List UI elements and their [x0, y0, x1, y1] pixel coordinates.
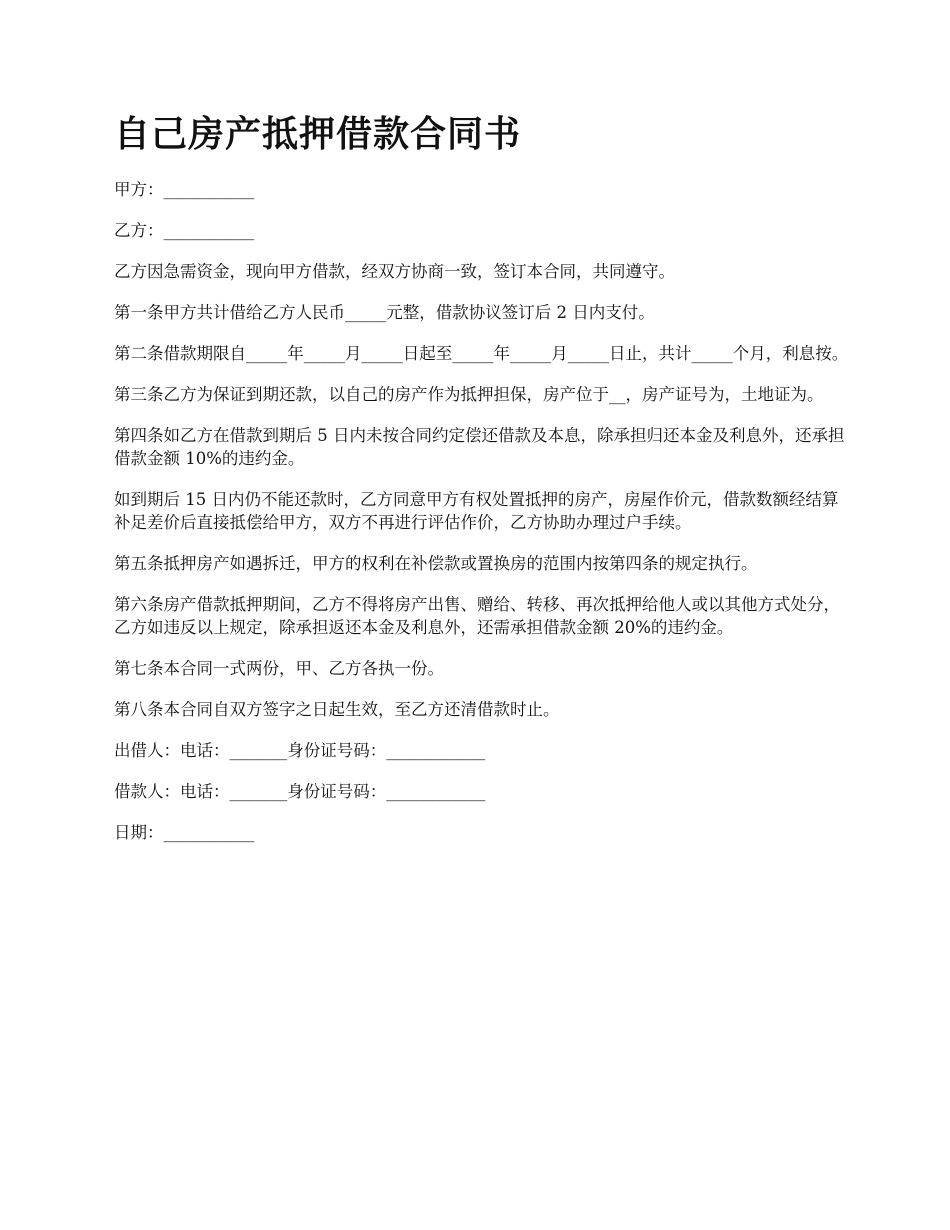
party-b-line: 乙方：___________ — [114, 221, 255, 240]
date-line: 日期：___________ — [114, 823, 255, 842]
article-8-paragraph: 第八条本合同自双方签字之日起生效，至乙方还清借款时止。 — [114, 700, 560, 719]
article-1-paragraph: 第一条甲方共计借给乙方人民币_____元整，借款协议签订后 2 日内支付。 — [114, 303, 655, 322]
article-4-continuation-paragraph: 如到期后 15 日内仍不能还款时，乙方同意甲方有权处置抵押的房产，房屋作价元，借款数额经结算补足差价后直接抵偿给甲方，双方不再进行评估作价，乙方协助办理过户手续。 — [114, 490, 839, 532]
article-5-paragraph: 第五条抵押房产如遇拆迁，甲方的权利在补偿款或置换房的范围内按第四条的规定执行。 — [114, 554, 758, 573]
article-3-paragraph: 第三条乙方为保证到期还款，以自己的房产作为抵押担保，房产位于__，房产证号为，土地证为。 — [114, 385, 824, 404]
borrower-signature-line: 借款人：电话：_______身份证号码：____________ — [114, 782, 486, 801]
party-a-line: 甲方：___________ — [114, 180, 255, 199]
document-page — [114, 108, 854, 862]
article-6-paragraph: 第六条房产借款抵押期间，乙方不得将房产出售、赠给、转移、再次抵押给他人或以其他方式处分，乙方如违反以上规定，除承担返还本金及利息外，还需承担借款金额 20%的违约金。 — [114, 595, 840, 637]
article-7-paragraph: 第七条本合同一式两份，甲、乙方各执一份。 — [114, 659, 444, 678]
lender-signature-line: 出借人：电话：_______身份证号码：____________ — [114, 741, 486, 760]
document-title: 自己房产抵押借款合同书 — [114, 114, 522, 155]
article-2-paragraph: 第二条借款期限自_____年_____月_____日起至_____年_____月_____日止，共计_____个月，利息按。 — [114, 344, 849, 363]
article-4-paragraph: 第四条如乙方在借款到期后 5 日内未按合同约定偿还借款及本息，除承担归还本金及利息外，还承担借款金额 10%的违约金。 — [114, 426, 845, 468]
preamble-paragraph: 乙方因急需资金，现向甲方借款，经双方协商一致，签订本合同，共同遵守。 — [114, 262, 675, 281]
